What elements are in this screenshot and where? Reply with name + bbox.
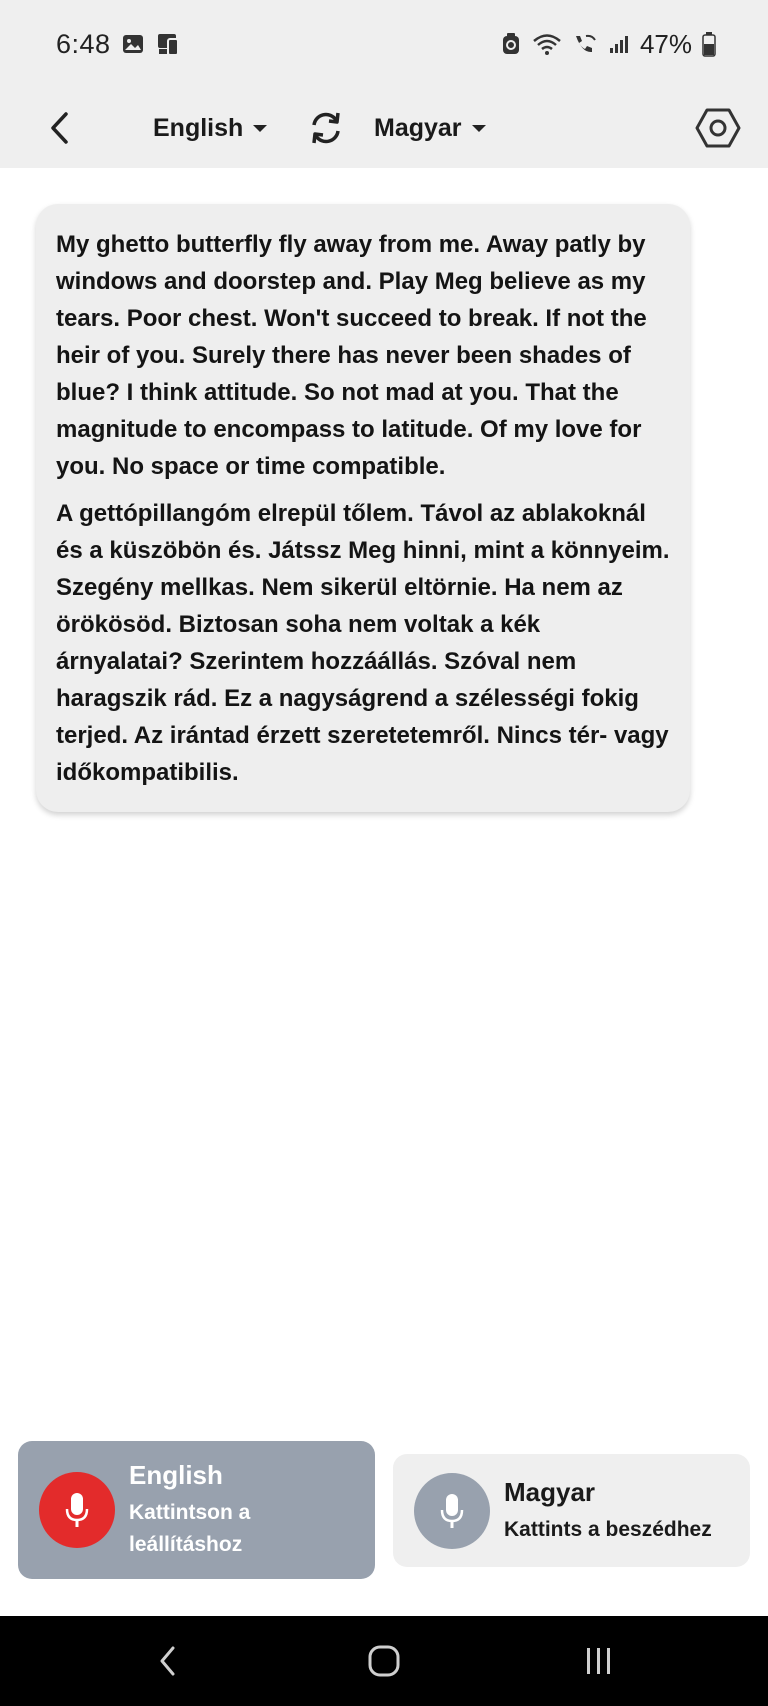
wifi-icon xyxy=(532,32,562,56)
chevron-down-icon xyxy=(253,125,267,132)
mic-circle xyxy=(414,1473,490,1549)
mic-texts xyxy=(504,1477,712,1544)
nav-back-button[interactable] xyxy=(143,1638,193,1684)
status-left xyxy=(56,29,183,60)
swap-icon xyxy=(306,108,346,148)
target-language-label: Magyar xyxy=(374,113,462,142)
chevron-left-icon xyxy=(46,111,74,145)
nav-home-button[interactable] xyxy=(359,1638,409,1684)
mic-texts xyxy=(129,1460,319,1561)
nav-recents-icon xyxy=(583,1646,615,1676)
nav-recents-button[interactable] xyxy=(574,1638,624,1684)
mic-circle xyxy=(39,1472,115,1548)
mic-hint-label: Kattints a beszédhez xyxy=(504,1518,712,1541)
microphone-icon xyxy=(437,1491,467,1531)
mic-hint-label: Kattintson a leállításhoz xyxy=(129,1500,251,1556)
app-bar xyxy=(0,88,768,168)
source-language-select[interactable] xyxy=(153,102,267,154)
swap-languages-button[interactable] xyxy=(302,102,350,154)
message-card[interactable] xyxy=(36,204,690,812)
settings-button[interactable] xyxy=(694,100,742,156)
magyar-mic-button[interactable] xyxy=(393,1454,750,1567)
gallery-icon xyxy=(121,32,145,56)
wifi-calling-icon xyxy=(572,32,598,56)
battery-icon xyxy=(702,31,716,57)
back-button[interactable] xyxy=(34,102,86,154)
translated-text: A gettópillangóm elrepül tőlem. Távol az ablakoknál és a küszöbön és. Játssz Meg hinni, mint a könnyeim. Szegény mellkas. Nem sikerül eltörnie. Ha nem az örökösöd. Biztosan soha nem voltak a kék árnyalatai? Szerintem hozzáállás. Szóval nem haragszik rád. Ez a nagyságrend a szélességi fokig terjed. Az irántad érzett szeretetemről. Nincs tér- vagy időkompatibilis. xyxy=(56,500,670,786)
microphone-icon xyxy=(62,1490,92,1530)
status-bar xyxy=(0,0,768,88)
device-transfer-icon xyxy=(155,31,183,57)
status-time: 6:48 xyxy=(56,28,111,59)
nav-back-icon xyxy=(157,1645,179,1677)
alarm-icon xyxy=(500,32,522,56)
nav-home-icon xyxy=(367,1644,401,1678)
signal-icon xyxy=(608,33,630,55)
mic-language-label: English xyxy=(129,1459,223,1490)
navigation-bar xyxy=(0,1616,768,1706)
mic-language-label: Magyar xyxy=(504,1477,596,1507)
source-language-label: English xyxy=(153,113,244,142)
settings-icon xyxy=(695,105,741,151)
english-mic-button[interactable] xyxy=(18,1441,375,1579)
status-right xyxy=(500,29,716,60)
target-language-select[interactable] xyxy=(374,102,486,154)
chevron-down-icon xyxy=(472,125,486,132)
source-text: My ghetto butterfly fly away from me. Away patly by windows and doorstep and. Play Meg believe as my tears. Poor chest. Won't succeed to break. If not the heir of you. Surely there has never been shades of blue? I think attitude. So not mad at you. That the magnitude to encompass to latitude. Of my love for you. No space or time compatible. xyxy=(56,231,647,480)
battery-percent: 47% xyxy=(639,28,692,59)
